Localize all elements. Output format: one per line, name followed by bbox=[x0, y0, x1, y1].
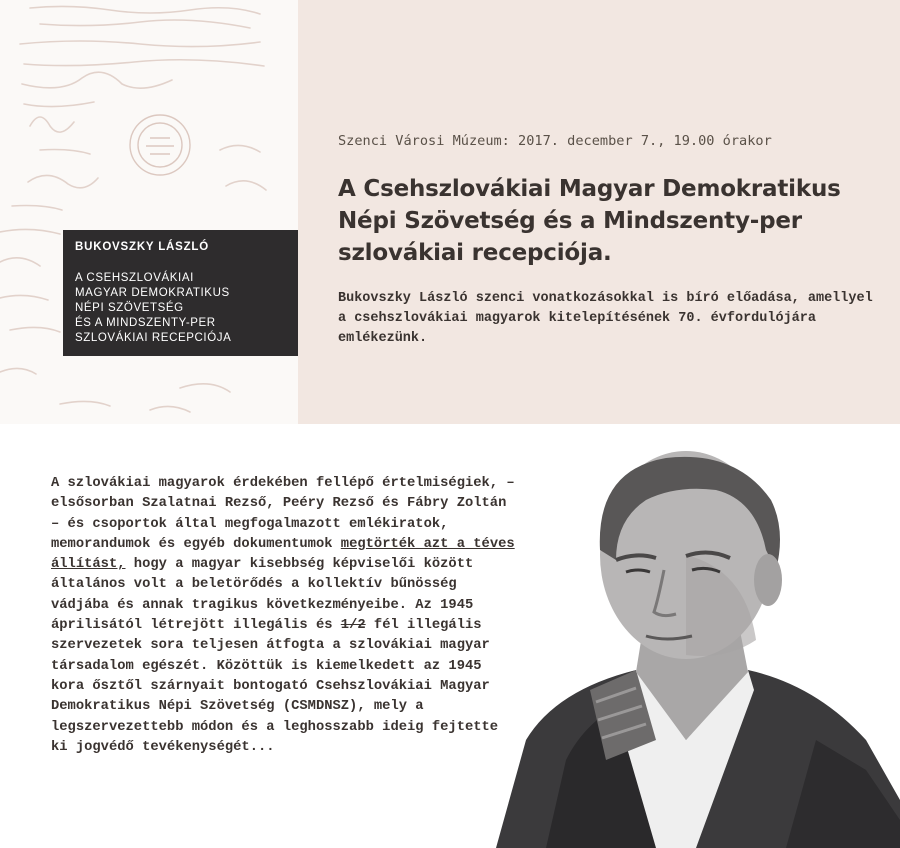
archival-document-icon bbox=[0, 0, 298, 424]
body-text-part-1: A szlovákiai magyarok érdekében fellépő értelmiségiek, – elsősorban Szalatnai Rezső, Peéry Rezső és Fábry Zoltán – és csoportok által megfogalmazott emlékiratok, memorandumok és egyéb dokumentumok bbox=[51, 476, 515, 552]
body-underlined-phrase: megtörték azt a téves állítást, bbox=[51, 536, 515, 573]
body-text-part-2: hogy a magyar kisebbség képviselői között általános volt a beletörődés a kollektív bűnösség vádjába és annak tragikus következményeibe. Az 1945 áprilisától létrejött illegális és bbox=[51, 557, 474, 634]
event-title: A Csehszlovákiai Magyar Demokratikus Népi Szövetség és a Mindszenty-per szlovákiai recepciója. bbox=[338, 176, 841, 266]
event-description: Bukovszky László szenci vonatkozásokkal is bíró előadása, amellyel a csehszlovákiai magyarok kitelepítésének 70. évfordulójára emlékezünk. bbox=[338, 291, 873, 346]
lecture-subtitle: A CSEHSZLOVÁKIAI MAGYAR DEMOKRATIKUS NÉPI SZÖVETSÉG ÉS A MINDSZENTY-PER SZLOVÁKIAI RECEPCIÓJA bbox=[75, 272, 232, 344]
speaker-portrait-icon bbox=[486, 440, 900, 848]
speaker-name: BUKOVSZKY LÁSZLÓ bbox=[75, 241, 209, 253]
archival-document-background bbox=[0, 0, 298, 424]
body-paragraph bbox=[51, 474, 521, 758]
event-info-panel bbox=[298, 0, 900, 424]
body-text-part-3: fél illegális szervezetek sora teljesen átfogta a szlovákiai magyar társadalom egészét. Közöttük is kiemelkedett az 1945 kora ősztől szárnyait bontogató Csehszlovákiai Magyar Demokratikus Népi Szövetség (CSMDNSZ), mely a legszervezettebb módon és a leghosszabb ideig fejtette ki jogvédő tevékenységét... bbox=[51, 618, 499, 755]
event-venue-date: Szenci Városi Múzeum: 2017. december 7., 19.00 órakor bbox=[338, 133, 772, 149]
speaker-label-box bbox=[63, 230, 298, 356]
body-struck-fraction: 1/2 bbox=[340, 618, 366, 634]
